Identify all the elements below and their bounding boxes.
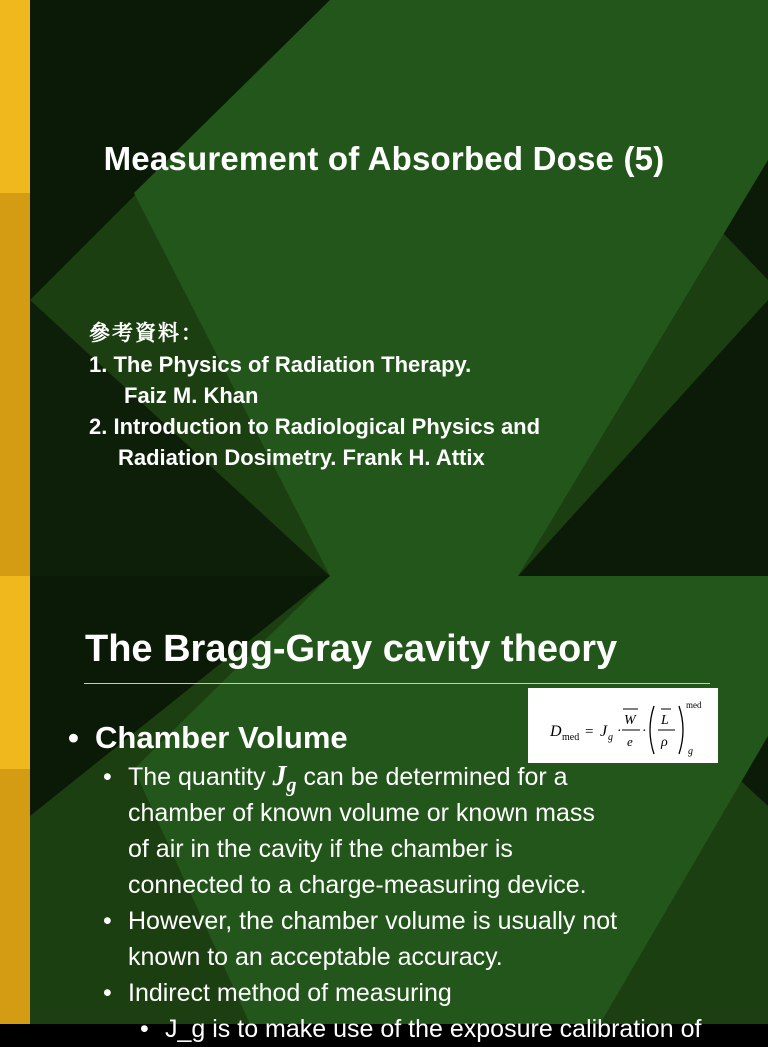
slide-1-title: Measurement of Absorbed Dose (5): [103, 140, 665, 177]
formula-e: e: [627, 734, 633, 749]
formula-lhs: D: [550, 723, 562, 740]
reference-2-title-cont: Radiation Dosimetry. Frank H. Attix: [118, 445, 485, 470]
slide-2-title: The Bragg-Gray cavity theory: [85, 628, 618, 670]
svg-text:·: ·: [642, 724, 647, 739]
bullet-chamber-volume-text: Chamber Volume: [95, 720, 348, 755]
formula-w: W: [624, 713, 636, 728]
reference-2-title: 2. Introduction to Radiological Physics and: [89, 414, 541, 439]
svg-text:·: ·: [617, 724, 622, 739]
reference-1-author: Faiz M. Khan: [124, 383, 259, 408]
formula-lhs-sub: med: [562, 732, 580, 743]
symbol-j: $J_g$: [272, 761, 297, 797]
bragg-gray-formula: [528, 688, 718, 763]
reference-1-title: 1. The Physics of Radiation Therapy.: [89, 352, 472, 377]
formula-rho: ρ: [661, 735, 668, 750]
formula-sup: med: [686, 700, 702, 710]
title-divider: [84, 683, 710, 684]
formula-j-sub: g: [608, 732, 613, 743]
formula-l: L: [661, 713, 669, 728]
bullet-chamber-volume: [68, 720, 348, 756]
svg-text:=: =: [585, 724, 594, 740]
bullet-glyph: •: [68, 720, 79, 755]
formula-sub: g: [688, 746, 693, 757]
references-block: [89, 318, 540, 473]
formula-j: J: [600, 723, 608, 740]
slide-2: The Bragg-Gray cavity theory D med = J g · W e · L ρ med g • Chamber Volume • The quantity $J_g$ can be determined for a chamber of known volume or known mass of air in the cavity if the chamber is connected to a charge-measuring device. • However, the chamber volume is usually not known to an acceptable accuracy. • Indirect method of measuring • J_g is to make use of the exposure calibration of: [0, 576, 768, 1024]
references-heading: 參考資料：: [89, 321, 204, 345]
